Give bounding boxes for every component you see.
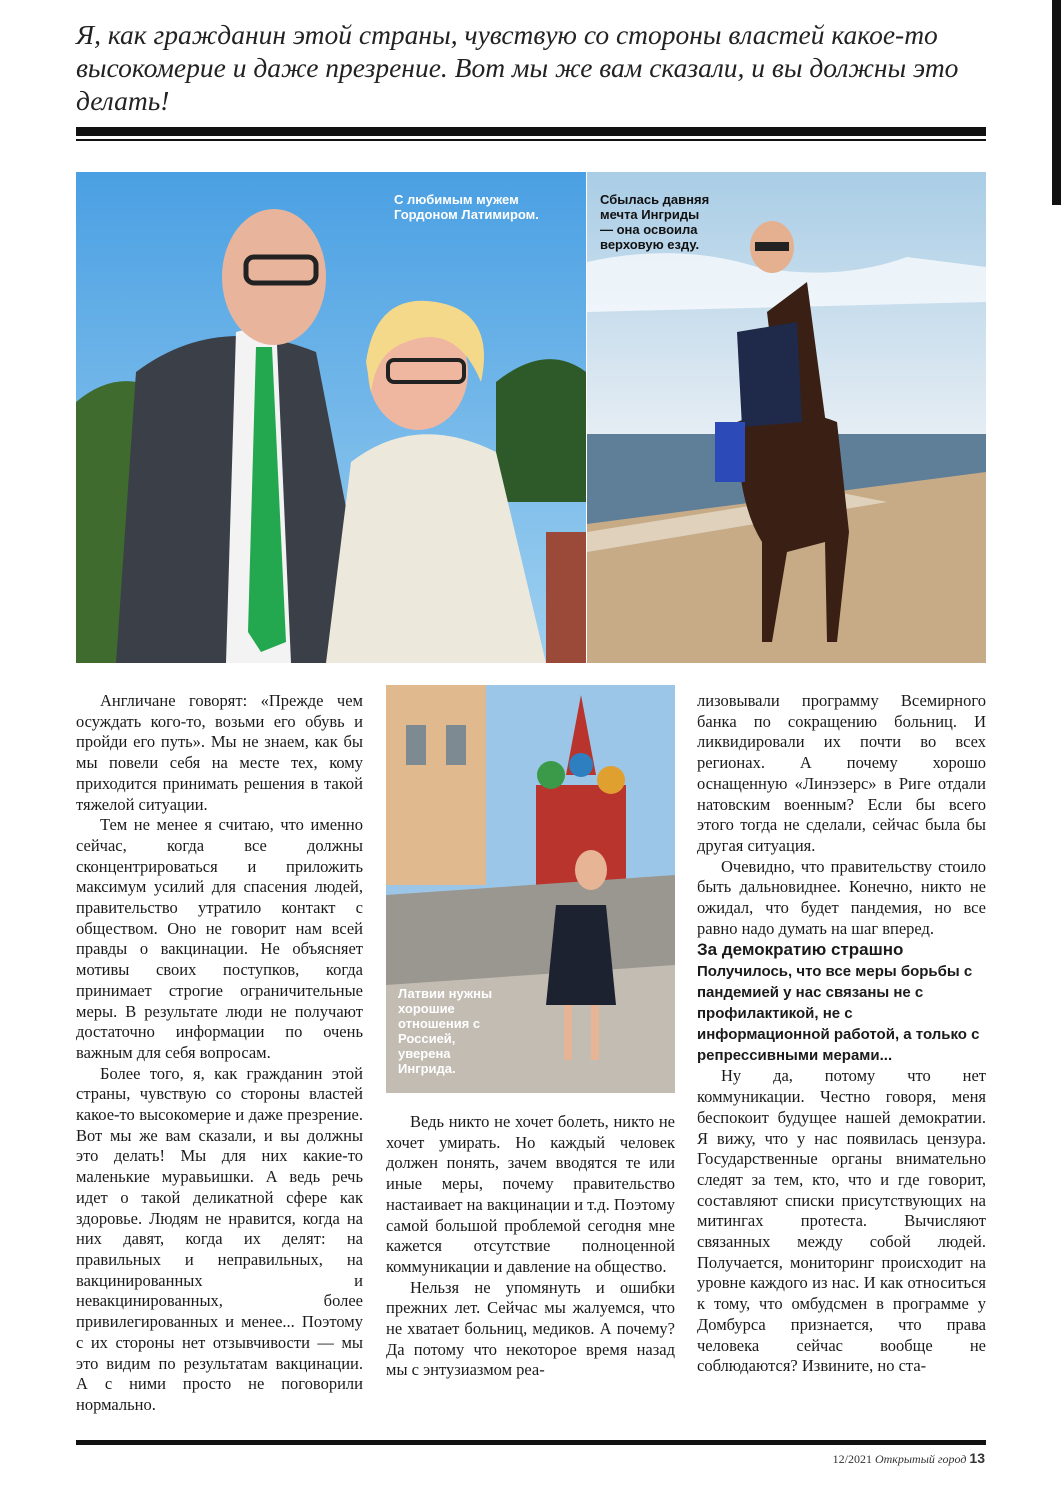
caption-moscow: Латвии нужны хорошие отношения с Россией, уверена Ингрида. [398, 986, 493, 1076]
issue-number: 12/2021 [832, 1452, 872, 1466]
paragraph: Очевидно, что правительству стоило быть дальновиднее. Конечно, никто не ожидал, что будет пандемия, но все равно надо думать на шаг вперед. [697, 856, 986, 938]
magazine-name: Открытый город [874, 1452, 967, 1466]
bottom-rule [76, 1440, 986, 1445]
text-column-1 [76, 691, 363, 1416]
paragraph: лизовывали программу Всемирного банка по сокращению больниц. И ликвидировали их почти во всех регионах. А почему хорошо оснащенную «Линэзерс» в Риге отдали натовским военным? Если бы всего этого тогда не сделали, сейчас была бы другая ситуация. [697, 691, 986, 855]
page-number: 13 [969, 1450, 985, 1466]
paragraph: Тем не менее я считаю, что именно сейчас, когда все должны сконцентрироваться и приложить максимум усилий для спасения людей, правительство утратило контакт с обществом. Оно не говорит нам всей правды о вакцинации. Не объясняет мотивы своих поступков, когда принимает строгие ограничительные меры. В результате люди не получают достаточно информации по очень важным для себя вопросам. [76, 815, 363, 1062]
paragraph: Англичане говорят: «Прежде чем осуждать кого-то, возьми его обувь и пройди его путь». Мы не знаем, как бы мы повели себя на месте тех, кому приходится принимать решения в такой тяжелой ситуации. [76, 691, 363, 814]
photo-couple [76, 172, 586, 663]
pull-quote: Я, как гражданин этой страны, чувствую со стороны властей какое-то высокомерие и даже презрение. Вот мы же вам сказали, и вы должны это делать! [76, 19, 959, 116]
page-edge-mark [1052, 0, 1061, 205]
paragraph: Ну да, потому что нет коммуникации. Честно говоря, меня беспокоит будущее нашей демократии. Я вижу, что у нас появилась цензура. Государственные органы внимательно следят за тем, кто, что и где говорит, составляют списки присутствующих на митингах протеста. Вычисляют связанных между собой людей. Получается, мониторинг происходит на уровне каждого из нас. И как относиться к тому, что омбудсмен в программе у Домбурса признается, что права человека сейчас вообще не соблюдаются? Извините, но ста- [697, 1066, 986, 1376]
paragraph: Ведь никто не хочет болеть, никто не хочет умирать. Но каждый человек должен понять, зачем вводятся те или иные меры, почему правительство настаивает на вакцинации и т.д. Поэтому самой большой проблемой сегодня мне кажется отсутствие полноценной коммуникации и давление на общество. [386, 1112, 675, 1276]
subheading: За демократию страшно [697, 940, 904, 960]
paragraph: Нельзя не упомянуть и ошибки прежних лет. Сейчас мы жалуемся, что не хватает больниц, медиков. А почему? Да потому что некоторое время назад мы с энтузиазмом реа- [386, 1277, 675, 1380]
paragraph: Более того, я, как гражданин этой страны, чувствую со стороны властей какое-то высокомерие и даже презрение. Вот мы же вам сказали, и вы должны это делать! Мы для них какие-то маленькие муравьишки. А ведь речь идет о такой деликатной сфере как здоровье. Людям не нравится, когда на них давят, когда их делят: на правильных и неправильных, на вакцинированных и невакцинированных, более привилегированных и менее... Поэтому с их стороны нет отзывчивости — мы это видим по результатам вакцинации. А с ними просто не поговорили нормально. [76, 1063, 363, 1414]
caption-horse: Сбылась давняя мечта Ингриды — она освоила верховую езду. [600, 192, 710, 252]
interview-question: Получилось, что все меры борьбы с пандемией у нас связаны не с профилактикой, не с информационной работой, а только с репрессивными мерами... [697, 963, 980, 1065]
text-column-2 [386, 1112, 675, 1381]
page-footer [833, 1450, 985, 1467]
caption-couple: С любимым мужем Гордоном Латимиром. [394, 192, 539, 222]
text-column-3 [697, 691, 986, 1377]
top-rule [76, 127, 986, 136]
